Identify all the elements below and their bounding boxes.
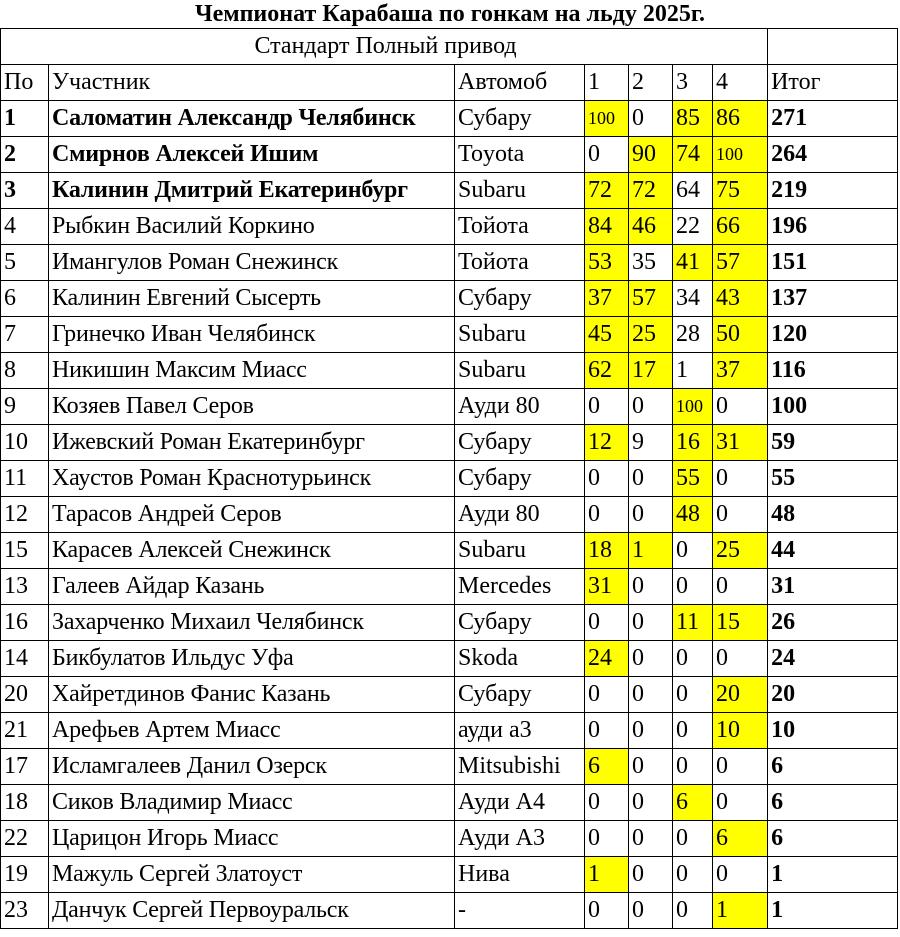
participant-cell: Калинин Дмитрий Екатеринбург (49, 173, 455, 209)
stage-2-score: 57 (629, 281, 673, 317)
stage-2-score: 72 (629, 173, 673, 209)
stage-4-score: 0 (713, 749, 768, 785)
position-cell: 5 (1, 245, 49, 281)
stage-4-score: 0 (713, 857, 768, 893)
stage-1-score: 0 (585, 785, 629, 821)
stage-4-score: 86 (713, 101, 768, 137)
stage-1-score: 0 (585, 389, 629, 425)
car-cell: Субару (455, 677, 585, 713)
stage-2-score: 0 (629, 641, 673, 677)
total-cell: 6 (768, 821, 898, 857)
participant-cell: Саломатин Александр Челябинск (49, 101, 455, 137)
stage-4-score: 0 (713, 497, 768, 533)
stage-1-score: 0 (585, 821, 629, 857)
stage-1-score: 6 (585, 749, 629, 785)
car-cell: Субару (455, 605, 585, 641)
stage-1-score: 0 (585, 893, 629, 929)
stage-1-score: 24 (585, 641, 629, 677)
header-participant: Участник (49, 65, 455, 101)
car-cell: Mercedes (455, 569, 585, 605)
car-cell: Тойота (455, 209, 585, 245)
stage-3-score: 74 (673, 137, 713, 173)
total-cell: 10 (768, 713, 898, 749)
stage-2-score: 0 (629, 821, 673, 857)
stage-4-score: 1 (713, 893, 768, 929)
total-cell: 1 (768, 893, 898, 929)
participant-cell: Бикбулатов Ильдус Уфа (49, 641, 455, 677)
stage-3-score: 28 (673, 317, 713, 353)
total-cell: 59 (768, 425, 898, 461)
table-row (1, 209, 898, 245)
stage-4-score: 75 (713, 173, 768, 209)
stage-3-score: 0 (673, 857, 713, 893)
car-cell: Subaru (455, 317, 585, 353)
car-cell: Subaru (455, 533, 585, 569)
stage-1-score: 53 (585, 245, 629, 281)
total-cell: 120 (768, 317, 898, 353)
car-cell: Ауди А4 (455, 785, 585, 821)
table-row (1, 605, 898, 641)
class-name: Стандарт Полный привод (1, 29, 768, 65)
stage-2-score: 0 (629, 713, 673, 749)
position-cell: 17 (1, 749, 49, 785)
results-table (0, 28, 898, 929)
car-cell: Тойота (455, 245, 585, 281)
stage-4-score: 10 (713, 713, 768, 749)
table-row (1, 353, 898, 389)
car-cell: Субару (455, 281, 585, 317)
position-cell: 21 (1, 713, 49, 749)
position-cell: 16 (1, 605, 49, 641)
car-cell: Ауди 80 (455, 497, 585, 533)
header-stage-2: 2 (629, 65, 673, 101)
stage-2-score: 25 (629, 317, 673, 353)
stage-1-score: 84 (585, 209, 629, 245)
banner-spacer-cell (768, 29, 898, 65)
participant-cell: Карасев Алексей Снежинск (49, 533, 455, 569)
header-row (1, 65, 898, 101)
stage-1-score: 0 (585, 137, 629, 173)
stage-3-score: 0 (673, 569, 713, 605)
participant-cell: Хайретдинов Фанис Казань (49, 677, 455, 713)
car-cell: Субару (455, 461, 585, 497)
stage-2-score: 0 (629, 749, 673, 785)
stage-1-score: 100 (585, 101, 629, 137)
table-row (1, 785, 898, 821)
car-cell: Нива (455, 857, 585, 893)
participant-cell: Захарченко Михаил Челябинск (49, 605, 455, 641)
position-cell: 23 (1, 893, 49, 929)
stage-4-score: 50 (713, 317, 768, 353)
stage-4-score: 25 (713, 533, 768, 569)
car-cell: Субару (455, 101, 585, 137)
stage-4-score: 6 (713, 821, 768, 857)
participant-cell: Рыбкин Василий Коркино (49, 209, 455, 245)
stage-2-score: 0 (629, 569, 673, 605)
table-row (1, 857, 898, 893)
stage-2-score: 0 (629, 677, 673, 713)
participant-cell: Ижевский Роман Екатеринбург (49, 425, 455, 461)
stage-3-score: 0 (673, 821, 713, 857)
stage-3-score: 6 (673, 785, 713, 821)
stage-3-score: 16 (673, 425, 713, 461)
participant-cell: Царицон Игорь Миасс (49, 821, 455, 857)
stage-2-score: 1 (629, 533, 673, 569)
table-row (1, 461, 898, 497)
stage-2-score: 9 (629, 425, 673, 461)
participant-cell: Арефьев Артем Миасс (49, 713, 455, 749)
table-row (1, 641, 898, 677)
header-stage-4: 4 (713, 65, 768, 101)
participant-cell: Исламгалеев Данил Озерск (49, 749, 455, 785)
stage-3-score: 0 (673, 749, 713, 785)
total-cell: 6 (768, 785, 898, 821)
stage-1-score: 31 (585, 569, 629, 605)
participant-cell: Хаустов Роман Краснотурьинск (49, 461, 455, 497)
participant-cell: Козяев Павел Серов (49, 389, 455, 425)
stage-3-score: 1 (673, 353, 713, 389)
car-cell: ауди а3 (455, 713, 585, 749)
table-row (1, 677, 898, 713)
stage-3-score: 0 (673, 677, 713, 713)
stage-3-score: 22 (673, 209, 713, 245)
stage-2-score: 0 (629, 605, 673, 641)
position-cell: 14 (1, 641, 49, 677)
position-cell: 4 (1, 209, 49, 245)
header-total: Итог (768, 65, 898, 101)
stage-1-score: 37 (585, 281, 629, 317)
stage-2-score: 0 (629, 389, 673, 425)
stage-1-score: 0 (585, 461, 629, 497)
participant-cell: Смирнов Алексей Ишим (49, 137, 455, 173)
position-cell: 3 (1, 173, 49, 209)
stage-2-score: 0 (629, 497, 673, 533)
stage-3-score: 100 (673, 389, 713, 425)
stage-1-score: 0 (585, 677, 629, 713)
stage-1-score: 0 (585, 605, 629, 641)
total-cell: 6 (768, 749, 898, 785)
total-cell: 31 (768, 569, 898, 605)
position-cell: 18 (1, 785, 49, 821)
header-car: Автомоб (455, 65, 585, 101)
position-cell: 11 (1, 461, 49, 497)
stage-3-score: 48 (673, 497, 713, 533)
stage-4-score: 37 (713, 353, 768, 389)
stage-4-score: 100 (713, 137, 768, 173)
table-row (1, 821, 898, 857)
car-cell: - (455, 893, 585, 929)
table-row (1, 893, 898, 929)
participant-cell: Тарасов Андрей Серов (49, 497, 455, 533)
car-cell: Toyota (455, 137, 585, 173)
stage-3-score: 64 (673, 173, 713, 209)
stage-1-score: 72 (585, 173, 629, 209)
table-row (1, 101, 898, 137)
stage-2-score: 0 (629, 893, 673, 929)
table-row (1, 425, 898, 461)
stage-4-score: 31 (713, 425, 768, 461)
stage-4-score: 20 (713, 677, 768, 713)
car-cell: Subaru (455, 353, 585, 389)
stage-4-score: 0 (713, 389, 768, 425)
position-cell: 19 (1, 857, 49, 893)
total-cell: 20 (768, 677, 898, 713)
stage-4-score: 15 (713, 605, 768, 641)
stage-4-score: 43 (713, 281, 768, 317)
table-row (1, 569, 898, 605)
position-cell: 9 (1, 389, 49, 425)
total-cell: 116 (768, 353, 898, 389)
position-cell: 20 (1, 677, 49, 713)
stage-1-score: 0 (585, 713, 629, 749)
total-cell: 24 (768, 641, 898, 677)
total-cell: 196 (768, 209, 898, 245)
stage-2-score: 0 (629, 101, 673, 137)
table-row (1, 497, 898, 533)
table-row (1, 173, 898, 209)
stage-3-score: 0 (673, 893, 713, 929)
car-cell: Subaru (455, 173, 585, 209)
position-cell: 22 (1, 821, 49, 857)
table-row (1, 281, 898, 317)
table-row (1, 749, 898, 785)
total-cell: 151 (768, 245, 898, 281)
total-cell: 55 (768, 461, 898, 497)
class-banner-row (1, 29, 898, 65)
stage-4-score: 0 (713, 641, 768, 677)
participant-cell: Галеев Айдар Казань (49, 569, 455, 605)
stage-3-score: 0 (673, 533, 713, 569)
participant-cell: Никишин Максим Миасс (49, 353, 455, 389)
total-cell: 48 (768, 497, 898, 533)
stage-1-score: 62 (585, 353, 629, 389)
stage-4-score: 0 (713, 569, 768, 605)
stage-3-score: 0 (673, 641, 713, 677)
stage-2-score: 46 (629, 209, 673, 245)
table-row (1, 137, 898, 173)
position-cell: 8 (1, 353, 49, 389)
position-cell: 13 (1, 569, 49, 605)
position-cell: 10 (1, 425, 49, 461)
position-cell: 6 (1, 281, 49, 317)
participant-cell: Имангулов Роман Снежинск (49, 245, 455, 281)
page-title: Чемпионат Карабаша по гонкам на льду 2025г. (194, 1, 706, 27)
car-cell: Субару (455, 425, 585, 461)
header-pos: По (1, 65, 49, 101)
stage-1-score: 1 (585, 857, 629, 893)
table-row (1, 533, 898, 569)
participant-cell: Данчук Сергей Первоуральск (49, 893, 455, 929)
total-cell: 100 (768, 389, 898, 425)
table-row (1, 245, 898, 281)
stage-3-score: 41 (673, 245, 713, 281)
stage-3-score: 11 (673, 605, 713, 641)
total-cell: 137 (768, 281, 898, 317)
stage-3-score: 85 (673, 101, 713, 137)
participant-cell: Калинин Евгений Сысерть (49, 281, 455, 317)
stage-2-score: 0 (629, 785, 673, 821)
position-cell: 1 (1, 101, 49, 137)
table-row (1, 713, 898, 749)
stage-4-score: 66 (713, 209, 768, 245)
stage-2-score: 35 (629, 245, 673, 281)
header-stage-3: 3 (673, 65, 713, 101)
stage-2-score: 17 (629, 353, 673, 389)
table-row (1, 317, 898, 353)
header-stage-1: 1 (585, 65, 629, 101)
position-cell: 7 (1, 317, 49, 353)
participant-cell: Мажуль Сергей Златоуст (49, 857, 455, 893)
car-cell: Ауди А3 (455, 821, 585, 857)
participant-cell: Гринечко Иван Челябинск (49, 317, 455, 353)
stage-2-score: 0 (629, 461, 673, 497)
stage-1-score: 18 (585, 533, 629, 569)
stage-4-score: 57 (713, 245, 768, 281)
position-cell: 15 (1, 533, 49, 569)
stage-1-score: 45 (585, 317, 629, 353)
participant-cell: Сиков Владимир Миасс (49, 785, 455, 821)
stage-2-score: 0 (629, 857, 673, 893)
total-cell: 264 (768, 137, 898, 173)
position-cell: 2 (1, 137, 49, 173)
stage-3-score: 34 (673, 281, 713, 317)
car-cell: Skoda (455, 641, 585, 677)
total-cell: 219 (768, 173, 898, 209)
total-cell: 1 (768, 857, 898, 893)
stage-3-score: 55 (673, 461, 713, 497)
stage-2-score: 90 (629, 137, 673, 173)
total-cell: 271 (768, 101, 898, 137)
stage-4-score: 0 (713, 461, 768, 497)
stage-1-score: 0 (585, 497, 629, 533)
stage-4-score: 0 (713, 785, 768, 821)
total-cell: 44 (768, 533, 898, 569)
table-row (1, 389, 898, 425)
stage-1-score: 12 (585, 425, 629, 461)
stage-3-score: 0 (673, 713, 713, 749)
car-cell: Mitsubishi (455, 749, 585, 785)
car-cell: Ауди 80 (455, 389, 585, 425)
position-cell: 12 (1, 497, 49, 533)
total-cell: 26 (768, 605, 898, 641)
